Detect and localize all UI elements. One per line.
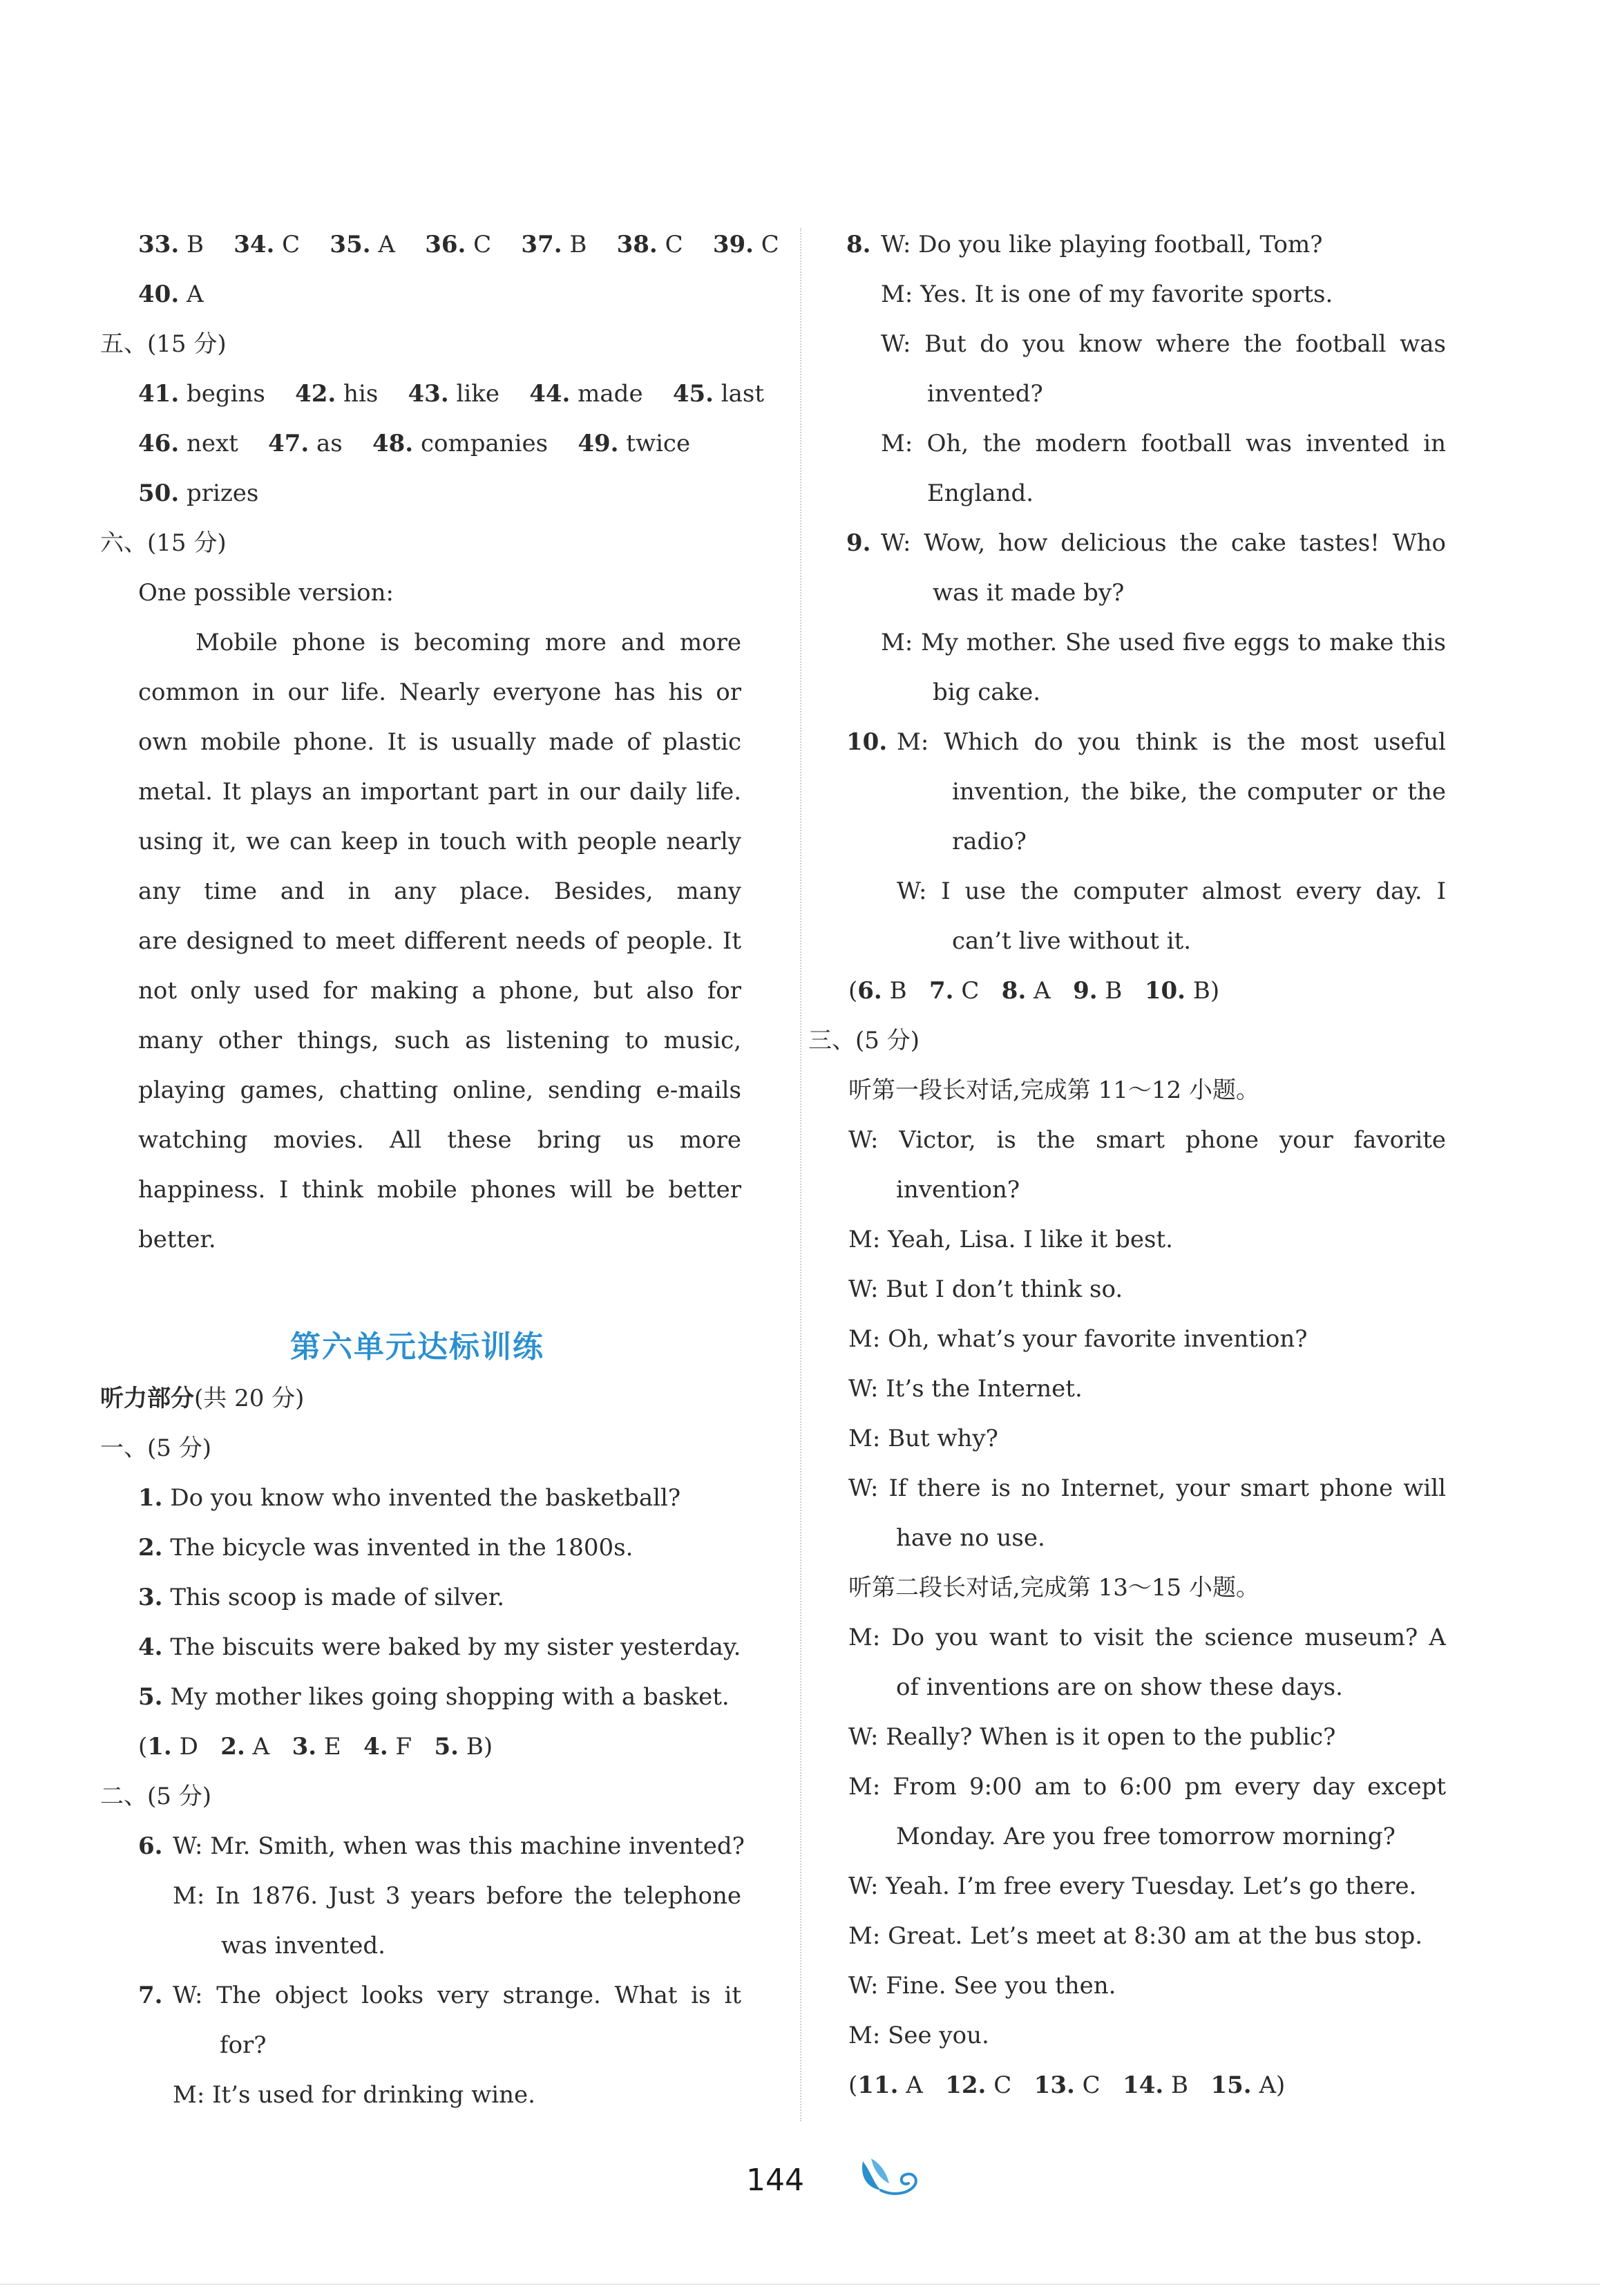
essay-line: any time and in any place. Besides, many [138,877,741,905]
dialogue-2-line: M: Do you want to visit the science museum? A [848,1624,1446,1651]
q10-line: M: Which do you think is the most useful [897,728,1446,756]
dialogue-1-line: W: If there is no Internet, your smart phone will [848,1474,1446,1502]
dialogue-2-line: W: Fine. See you then. [848,1972,1116,2000]
essay-line: are designed to meet different needs of people. It [138,927,741,955]
q8-line: invented? [927,380,1043,408]
section-1-heading: 一、(5 分) [100,1434,211,1462]
dialogue-2-intro: 听第二段长对话,完成第 13～15 小题。 [848,1574,1259,1602]
dialogue-2-line: W: Yeah. I’m free every Tuesday. Let’s go there. [848,1872,1417,1900]
q6-line: W: Mr. Smith, when was this machine invented? [173,1832,745,1860]
q8-number: 8. [846,231,871,258]
q8-line: M: Yes. It is one of my favorite sports. [881,281,1333,308]
essay-line: watching movies. All these bring us more [138,1126,741,1154]
q8-line: M: Oh, the modern football was invented in [881,430,1446,457]
section-6-heading: 六、(15 分) [100,529,227,557]
q10-line: invention, the bike, the computer or the [952,778,1446,806]
column-divider [800,228,801,2121]
unit-title: 第六单元达标训练 [290,1329,544,1365]
essay-intro: One possible version: [138,579,394,607]
sec2-answers: (6. B 7. C 8. A 9. B 10. B) [848,977,1220,1005]
essay-line: happiness. I think mobile phones will be better [138,1176,741,1204]
essay-line: Mobile phone is becoming more and more [196,629,741,656]
q9-line: M: My mother. She used five eggs to make this [881,629,1446,656]
q7-line: M: It’s used for drinking wine. [173,2081,535,2109]
answers-46-49: 46. next 47. as 48. companies 49. twice [138,430,691,457]
sec1-answers: (1. D 2. A 3. E 4. F 5. B) [138,1733,493,1761]
dialogue-2-line: of inventions are on show these days. [896,1673,1343,1701]
dialogue-2-line: M: From 9:00 am to 6:00 pm every day except [848,1773,1446,1801]
dialogue-1-line: M: Yeah, Lisa. I like it best. [848,1226,1173,1253]
dialogue-1-line: M: Oh, what’s your favorite invention? [848,1325,1308,1353]
dialogue-1-line: W: But I don’t think so. [848,1275,1123,1303]
leaf-swirl-logo-icon [853,2156,929,2197]
answers-33-39: 33. B 34. C 35. A 36. C 37. B 38. C 39. C [138,231,779,258]
dialogue-2-line: Monday. Are you free tomorrow morning? [896,1823,1396,1850]
essay-line: own mobile phone. It is usually made of plastic [138,728,741,756]
sec1-item: 4. The biscuits were baked by my sister yesterday. [138,1633,741,1661]
dialogue-2-line: M: See you. [848,2022,989,2049]
listening-heading: 听力部分(共 20 分) [100,1385,305,1412]
essay-line: using it, we can keep in touch with people nearly [138,828,741,855]
q8-line: W: But do you know where the football was [881,330,1446,358]
essay-line: playing games, chatting online, sending e-mails [138,1076,741,1104]
section-2-heading: 二、(5 分) [100,1783,211,1810]
q10-line: W: I use the computer almost every day. I [897,877,1446,905]
essay-line: better. [138,1226,216,1253]
dialogue-1-intro: 听第一段长对话,完成第 11～12 小题。 [848,1076,1259,1104]
q9-line: was it made by? [933,579,1125,607]
sec1-item: 1. Do you know who invented the basketball? [138,1484,681,1512]
dialogue-1-line: invention? [896,1176,1020,1204]
q9-number: 9. [846,529,871,557]
sec3-answers: (11. A 12. C 13. C 14. B 15. A) [848,2071,1286,2099]
q8-line: England. [927,480,1034,507]
q10-line: radio? [952,828,1027,855]
essay-line: common in our life. Nearly everyone has his or [138,679,741,706]
answers-41-45: 41. begins 42. his 43. like 44. made 45. last [138,380,765,408]
q8-line: W: Do you like playing football, Tom? [881,231,1323,258]
dialogue-2-line: W: Really? When is it open to the public? [848,1723,1336,1751]
q6-line: M: In 1876. Just 3 years before the telephone [173,1882,741,1910]
dialogue-1-line: W: Victor, is the smart phone your favorite [848,1126,1446,1154]
answer-50: 50. prizes [138,480,259,507]
q10-number: 10. [846,728,888,756]
essay-line: not only used for making a phone, but also for [138,977,741,1005]
page-number: 144 [746,2163,804,2198]
dialogue-1-line: have no use. [896,1524,1045,1552]
sec1-item: 5. My mother likes going shopping with a basket. [138,1683,730,1711]
dialogue-1-line: M: But why? [848,1425,998,1452]
sec1-item: 2. The bicycle was invented in the 1800s. [138,1534,634,1562]
q6-number: 6. [138,1832,163,1860]
section-3-heading: 三、(5 分) [808,1027,920,1054]
essay-line: many other things, such as listening to music, [138,1027,741,1054]
q7-number: 7. [138,1982,163,2009]
dialogue-1-line: W: It’s the Internet. [848,1375,1083,1403]
bottom-rule [0,2284,1600,2285]
q10-line: can’t live without it. [952,927,1192,955]
sec1-item: 3. This scoop is made of silver. [138,1584,505,1611]
q7-line: W: The object looks very strange. What is it [173,1982,741,2009]
answer-40: 40. A [138,281,204,308]
q9-line: W: Wow, how delicious the cake tastes! Who [881,529,1446,557]
q7-line: for? [220,2031,267,2059]
section-5-heading: 五、(15 分) [100,330,227,358]
dialogue-2-line: M: Great. Let’s meet at 8:30 am at the bus stop. [848,1922,1423,1950]
essay-line: metal. It plays an important part in our daily life. [138,778,741,806]
q6-line: was invented. [221,1932,385,1960]
q9-line: big cake. [933,679,1041,706]
